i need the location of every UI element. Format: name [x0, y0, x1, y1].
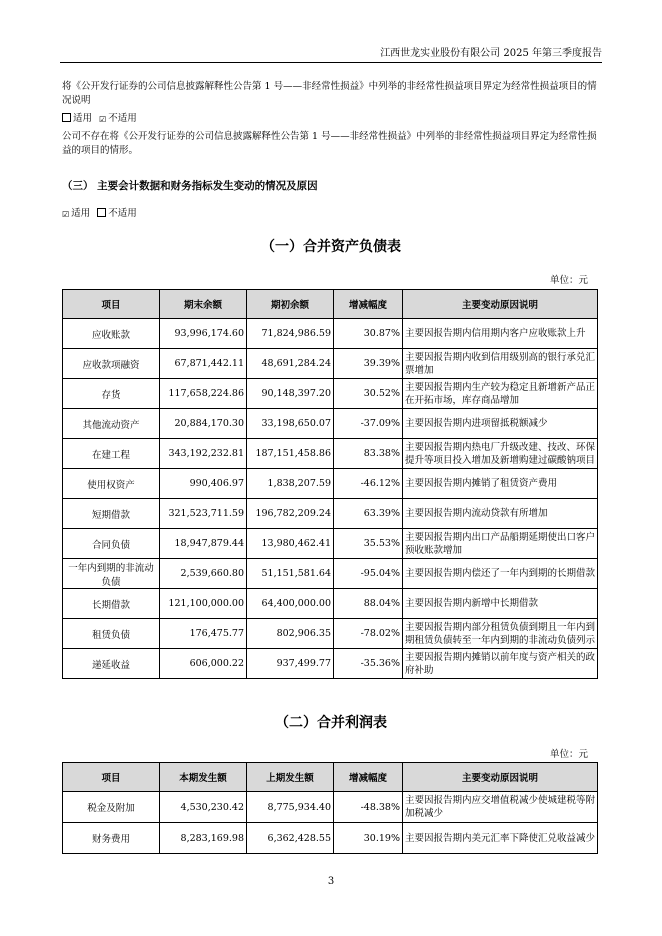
section-checkboxes	[62, 207, 602, 221]
change-rate: 35.53%	[334, 529, 403, 559]
row-item-name: 财务费用	[63, 823, 160, 854]
change-reason: 主要因报告期内偿还了一年内到期的长期借款	[403, 559, 598, 589]
page-header: 江西世龙实业股份有限公司 2025 年第三季度报告	[60, 44, 602, 63]
prior-value: 802,906.35	[247, 619, 334, 649]
row-item-name: 使用权资产	[63, 469, 160, 499]
table-row	[63, 619, 598, 649]
applicable-label: 适用	[71, 208, 91, 219]
column-header: 项目	[63, 763, 160, 792]
current-value: 18,947,879.44	[160, 529, 247, 559]
change-rate: -78.02%	[334, 619, 403, 649]
prior-value: 33,198,650.07	[247, 409, 334, 439]
change-reason: 主要因报告期内热电厂升级改建、技改、环保提升等项目投入增加及新增购建过碳酸钠项目	[403, 439, 598, 469]
current-value: 93,996,174.60	[160, 319, 247, 349]
current-value: 176,475.77	[160, 619, 247, 649]
not-applicable-label: 不适用	[108, 208, 137, 219]
current-value: 67,871,442.11	[160, 349, 247, 379]
prior-value: 90,148,397.20	[247, 379, 334, 409]
change-rate: 30.19%	[334, 823, 403, 854]
balance-unit: 单位：元	[549, 275, 588, 286]
section-title: （三） 主要会计数据和财务指标发生变动的情况及原因	[62, 180, 318, 192]
income-unit: 单位：元	[549, 749, 588, 760]
current-value: 20,884,170.30	[160, 409, 247, 439]
table-row	[63, 499, 598, 529]
change-reason: 主要因报告期内摊销了租赁资产费用	[403, 469, 598, 499]
current-value: 990,406.97	[160, 469, 247, 499]
current-value: 121,100,000.00	[160, 589, 247, 619]
change-reason: 主要因报告期内收到信用级别高的银行承兑汇票增加	[403, 349, 598, 379]
change-rate: -95.04%	[334, 559, 403, 589]
change-reason: 主要因报告期内摊销以前年度与资产相关的政府补助	[403, 649, 598, 679]
column-header: 增减幅度	[334, 763, 403, 792]
prior-value: 8,775,934.40	[247, 792, 334, 823]
table-row	[63, 409, 598, 439]
row-item-name: 一年内到期的非流动负债	[63, 559, 160, 589]
change-rate: 30.87%	[334, 319, 403, 349]
change-rate: -48.38%	[334, 792, 403, 823]
not-applicable-label: 不适用	[108, 113, 137, 124]
current-value: 321,523,711.59	[160, 499, 247, 529]
income-statement-title: （二）合并利润表	[275, 715, 387, 731]
checkbox-empty	[97, 208, 106, 217]
prior-value: 937,499.77	[247, 649, 334, 679]
row-item-name: 应收款项融资	[63, 349, 160, 379]
table-row	[63, 649, 598, 679]
change-reason: 主要因报告期内流动贷款有所增加	[403, 499, 598, 529]
table-row	[63, 439, 598, 469]
change-rate: 30.52%	[334, 379, 403, 409]
table-row	[63, 559, 598, 589]
row-item-name: 应收账款	[63, 319, 160, 349]
row-item-name: 租赁负债	[63, 619, 160, 649]
change-reason: 主要因报告期内应交增值税减少使城建税等附加税减少	[403, 792, 598, 823]
table-row	[63, 349, 598, 379]
change-rate: 39.39%	[334, 349, 403, 379]
nonrecurring-description: 将《公开发行证券的公司信息披露解释性公告第 1 号——非经常性损益》中列举的非经常性损益项目界定为经常性损益项目的情况说明	[62, 81, 597, 106]
current-value: 117,658,224.86	[160, 379, 247, 409]
row-item-name: 长期借款	[63, 589, 160, 619]
change-reason: 主要因报告期内进项留抵税额减少	[403, 409, 598, 439]
change-rate: 83.38%	[334, 439, 403, 469]
current-value: 2,539,660.80	[160, 559, 247, 589]
change-reason: 主要因报告期内部分租赁负债到期且一年内到期租赁负债转至一年内到期的非流动负债列示	[403, 619, 598, 649]
column-header: 主要变动原因说明	[403, 290, 598, 319]
current-value: 4,530,230.42	[160, 792, 247, 823]
change-rate: 88.04%	[334, 589, 403, 619]
row-item-name: 递延收益	[63, 649, 160, 679]
checkbox-empty	[62, 113, 71, 122]
income-statement-table	[62, 762, 598, 854]
row-item-name: 合同负债	[63, 529, 160, 559]
checkbox-checked-icon: ☑	[99, 115, 107, 124]
change-rate: -35.36%	[334, 649, 403, 679]
prior-value: 51,151,581.64	[247, 559, 334, 589]
column-header: 本期发生额	[160, 763, 247, 792]
row-item-name: 短期借款	[63, 499, 160, 529]
nonrecurring-statement: 公司不存在将《公开发行证券的公司信息披露解释性公告第 1 号——非经常性损益》中列举的非经常性损益项目界定为经常性损益的项目的情形。	[62, 131, 597, 156]
column-header: 期末余额	[160, 290, 247, 319]
table-row	[63, 379, 598, 409]
current-value: 343,192,232.81	[160, 439, 247, 469]
prior-value: 71,824,986.59	[247, 319, 334, 349]
table-row	[63, 792, 598, 823]
row-item-name: 存货	[63, 379, 160, 409]
change-rate: -37.09%	[334, 409, 403, 439]
checkbox-checked-icon: ☑	[62, 210, 70, 219]
prior-value: 13,980,462.41	[247, 529, 334, 559]
prior-value: 64,400,000.00	[247, 589, 334, 619]
change-reason: 主要因报告期内出口产品船期延期使出口客户预收账款增加	[403, 529, 598, 559]
table-row	[63, 823, 598, 854]
current-value: 606,000.22	[160, 649, 247, 679]
change-reason: 主要因报告期内生产较为稳定且新增新产品正在开拓市场，库存商品增加	[403, 379, 598, 409]
page-number: 3	[327, 876, 335, 887]
change-reason: 主要因报告期内信用期内客户应收账款上升	[403, 319, 598, 349]
balance-sheet-title: （一）合并资产负债表	[261, 239, 401, 255]
row-item-name: 在建工程	[63, 439, 160, 469]
row-item-name: 其他流动资产	[63, 409, 160, 439]
prior-value: 48,691,284.24	[247, 349, 334, 379]
current-value: 8,283,169.98	[160, 823, 247, 854]
nonrecurring-checkboxes	[62, 112, 602, 126]
column-header: 主要变动原因说明	[403, 763, 598, 792]
row-item-name: 税金及附加	[63, 792, 160, 823]
change-reason: 主要因报告期内新增中长期借款	[403, 589, 598, 619]
column-header: 上期发生额	[247, 763, 334, 792]
table-row	[63, 469, 598, 499]
column-header: 期初余额	[247, 290, 334, 319]
change-rate: -46.12%	[334, 469, 403, 499]
table-row	[63, 529, 598, 559]
prior-value: 6,362,428.55	[247, 823, 334, 854]
prior-value: 1,838,207.59	[247, 469, 334, 499]
column-header: 增减幅度	[334, 290, 403, 319]
prior-value: 196,782,209.24	[247, 499, 334, 529]
applicable-label: 适用	[73, 113, 93, 124]
table-row	[63, 589, 598, 619]
change-reason: 主要因报告期内美元汇率下降使汇兑收益减少	[403, 823, 598, 854]
change-rate: 63.39%	[334, 499, 403, 529]
prior-value: 187,151,458.86	[247, 439, 334, 469]
balance-sheet-table	[62, 289, 598, 679]
column-header: 项目	[63, 290, 160, 319]
table-row	[63, 319, 598, 349]
